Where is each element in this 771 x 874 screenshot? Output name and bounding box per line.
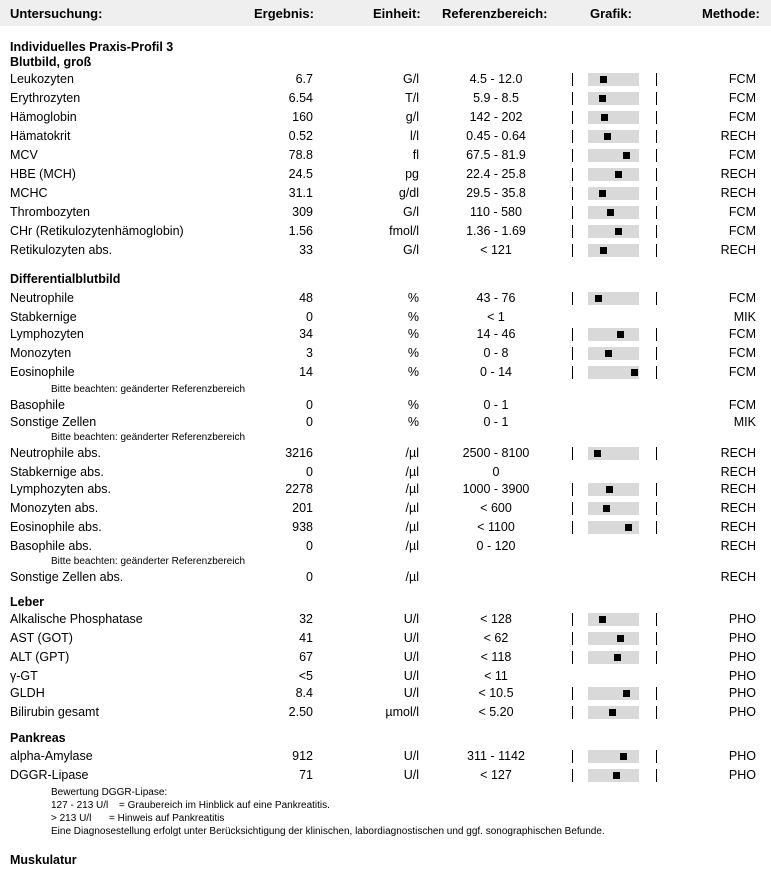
graph-left-bound [572, 706, 573, 719]
graph-left-bound [572, 111, 573, 124]
graph-left-bound [572, 92, 573, 105]
row-name: Eosinophile [10, 365, 75, 379]
graph-value-marker [595, 295, 602, 302]
row-value: <5 [298, 669, 313, 683]
graph-value-marker [615, 171, 622, 178]
row-unit: fmol/l [389, 224, 419, 238]
row-method: PHO [728, 686, 756, 700]
graph-range-bar [588, 225, 639, 238]
row-method: RECH [720, 520, 756, 534]
graph-right-bound [656, 502, 657, 515]
graph-value-marker [604, 133, 611, 140]
row-value: 309 [292, 205, 313, 219]
lipase-note-range2: > 213 U/l [51, 813, 92, 824]
graph-right-bound [656, 225, 657, 238]
lipase-note-text1: = Graubereich im Hinblick auf eine Pankreatitis. [119, 800, 330, 811]
row-reference: 4.5 - 12.0 [469, 72, 523, 86]
row-unit: /µl [405, 465, 419, 479]
row-unit: /µl [405, 482, 419, 496]
graph-value-marker [615, 228, 622, 235]
section-leber: Leber [10, 595, 45, 609]
row-method: RECH [720, 243, 756, 257]
graph-right-bound [656, 613, 657, 626]
graph-value-marker [631, 369, 638, 376]
graph-range-bar [588, 206, 639, 219]
graph-range-bar [588, 111, 639, 124]
graph-value-marker [625, 524, 632, 531]
row-value: 938 [292, 520, 313, 534]
row-reference: 110 - 580 [470, 205, 522, 219]
row-reference: 14 - 46 [476, 327, 516, 341]
row-name: Stabkernige abs. [10, 465, 104, 479]
row-reference: 142 - 202 [469, 110, 523, 124]
graph-left-bound [572, 366, 573, 379]
row-name: Stabkernige [10, 310, 77, 324]
row-reference: < 118 [480, 650, 512, 664]
row-reference: 0 [492, 465, 500, 479]
graph-range-bar [588, 92, 639, 105]
graph-range-bar [588, 632, 639, 645]
section-differentialblutbild: Differentialblutbild [10, 272, 121, 286]
col-einheit: Einheit: [373, 6, 421, 21]
row-name: Hämatokrit [10, 129, 71, 143]
section-pankreas: Pankreas [10, 731, 66, 745]
graph-range-bar [588, 750, 639, 763]
row-name: AST (GOT) [10, 631, 73, 645]
row-name: Hämoglobin [10, 110, 77, 124]
lipase-note-range1: 127 - 213 U/l [51, 800, 109, 811]
graph-value-marker [603, 505, 610, 512]
row-unit: l/l [409, 129, 419, 143]
row-value: 3216 [285, 446, 313, 460]
row-reference: 22.4 - 25.8 [466, 167, 526, 181]
row-method: FCM [728, 148, 756, 162]
row-name: Retikulozyten abs. [10, 243, 113, 257]
graph-value-marker [617, 331, 624, 338]
section-blutbild: Blutbild, groß [10, 55, 92, 69]
row-name: Lymphozyten [10, 327, 84, 341]
graph-right-bound [656, 447, 657, 460]
row-name: Monozyten [10, 346, 72, 360]
graph-value-marker [607, 209, 614, 216]
row-method: RECH [720, 129, 756, 143]
col-referenzbereich: Referenzbereich: [442, 6, 548, 21]
graph-right-bound [656, 483, 657, 496]
row-method: FCM [728, 205, 756, 219]
row-method: MIK [733, 310, 756, 324]
row-value: 71 [299, 768, 313, 782]
lipase-note-text2: = Hinweis auf Pankreatitis [109, 813, 225, 824]
graph-range-bar [588, 706, 639, 719]
row-unit: µmol/l [385, 705, 419, 719]
row-reference: 1000 - 3900 [462, 482, 530, 496]
row-method: PHO [728, 612, 756, 626]
graph-left-bound [572, 502, 573, 515]
note-ref-changed: Bitte beachten: geänderter Referenzbereich [51, 556, 246, 567]
row-method: RECH [720, 482, 756, 496]
row-method: FCM [728, 224, 756, 238]
row-unit: g/dl [398, 186, 419, 200]
row-name: Eosinophile abs. [10, 520, 102, 534]
row-method: RECH [720, 465, 756, 479]
row-method: PHO [728, 705, 756, 719]
row-reference: < 1 [487, 310, 505, 324]
row-name: Thrombozyten [10, 205, 90, 219]
row-method: FCM [728, 110, 756, 124]
graph-right-bound [656, 111, 657, 124]
row-value: 160 [292, 110, 313, 124]
row-unit: % [407, 415, 419, 429]
graph-range-bar [588, 244, 639, 257]
graph-left-bound [572, 651, 573, 664]
row-method: RECH [720, 539, 756, 553]
row-unit: % [407, 398, 419, 412]
graph-right-bound [656, 92, 657, 105]
row-reference: < 127 [480, 768, 512, 782]
row-name: GLDH [10, 686, 45, 700]
row-value: 0 [306, 398, 313, 412]
graph-range-bar [588, 292, 639, 305]
graph-value-marker [606, 486, 613, 493]
row-name: Sonstige Zellen [10, 415, 97, 429]
col-ergebnis: Ergebnis: [254, 6, 314, 21]
row-unit: T/l [405, 91, 419, 105]
row-reference: < 10.5 [478, 686, 514, 700]
graph-left-bound [572, 149, 573, 162]
graph-range-bar [588, 521, 639, 534]
col-untersuchung: Untersuchung: [10, 6, 103, 21]
row-reference: 311 - 1142 [467, 749, 525, 763]
graph-right-bound [656, 687, 657, 700]
graph-range-bar [588, 651, 639, 664]
row-unit: G/l [403, 72, 419, 86]
row-reference: < 128 [480, 612, 512, 626]
graph-left-bound [572, 187, 573, 200]
row-value: 48 [299, 291, 313, 305]
graph-range-bar [588, 769, 639, 782]
row-value: 33 [299, 243, 313, 257]
note-ref-changed: Bitte beachten: geänderter Referenzbereich [51, 384, 246, 395]
graph-value-marker [613, 772, 620, 779]
row-reference: 67.5 - 81.9 [466, 148, 526, 162]
graph-range-bar [588, 613, 639, 626]
row-reference: 5.9 - 8.5 [473, 91, 519, 105]
graph-left-bound [572, 225, 573, 238]
row-value: 34 [299, 327, 313, 341]
row-reference: 1.36 - 1.69 [466, 224, 526, 238]
row-value: 31.1 [288, 186, 313, 200]
graph-right-bound [656, 187, 657, 200]
graph-right-bound [656, 651, 657, 664]
graph-value-marker [614, 654, 621, 661]
graph-left-bound [572, 292, 573, 305]
row-value: 2.50 [288, 705, 313, 719]
graph-left-bound [572, 769, 573, 782]
row-reference: < 5.20 [478, 705, 514, 719]
row-name: Neutrophile [10, 291, 74, 305]
graph-right-bound [656, 769, 657, 782]
row-value: 0 [306, 465, 313, 479]
graph-range-bar [588, 149, 639, 162]
graph-left-bound [572, 687, 573, 700]
graph-left-bound [572, 447, 573, 460]
row-unit: G/l [403, 243, 419, 257]
graph-right-bound [656, 149, 657, 162]
row-unit: U/l [403, 612, 419, 626]
graph-right-bound [656, 328, 657, 341]
row-unit: U/l [403, 749, 419, 763]
graph-value-marker [599, 616, 606, 623]
row-value: 8.4 [295, 686, 313, 700]
row-name: HBE (MCH) [10, 167, 76, 181]
row-unit: /µl [405, 539, 419, 553]
graph-right-bound [656, 206, 657, 219]
row-unit: % [407, 346, 419, 360]
row-method: FCM [728, 327, 756, 341]
graph-range-bar [588, 328, 639, 341]
row-unit: % [407, 310, 419, 324]
row-name: MCHC [10, 186, 48, 200]
graph-left-bound [572, 347, 573, 360]
graph-left-bound [572, 244, 573, 257]
graph-value-marker [594, 450, 601, 457]
row-method: MIK [733, 415, 756, 429]
row-reference: < 600 [480, 501, 512, 515]
row-name: MCV [10, 148, 38, 162]
row-reference: 2500 - 8100 [462, 446, 530, 460]
graph-value-marker [617, 635, 624, 642]
row-reference: < 121 [480, 243, 512, 257]
graph-value-marker [605, 350, 612, 357]
graph-value-marker [600, 76, 607, 83]
graph-value-marker [599, 95, 606, 102]
row-unit: /µl [405, 520, 419, 534]
row-name: γ-GT [10, 669, 38, 683]
graph-range-bar [588, 687, 639, 700]
row-method: RECH [720, 446, 756, 460]
row-value: 0 [306, 570, 313, 584]
row-value: 0 [306, 539, 313, 553]
row-reference: 0 - 8 [483, 346, 509, 360]
row-name: Sonstige Zellen abs. [10, 570, 124, 584]
graph-left-bound [572, 483, 573, 496]
row-unit: G/l [403, 205, 419, 219]
row-value: 0.52 [288, 129, 313, 143]
row-unit: U/l [403, 650, 419, 664]
row-value: 6.7 [295, 72, 313, 86]
row-name: Basophile abs. [10, 539, 93, 553]
graph-range-bar [588, 447, 639, 460]
row-method: RECH [720, 501, 756, 515]
graph-range-bar [588, 168, 639, 181]
row-method: PHO [728, 669, 756, 683]
lipase-note-diagnosis: Eine Diagnosestellung erfolgt unter Berücksichtigung der klinischen, labordiagnostischen und ggf. sonographischen Befunde. [51, 826, 605, 837]
graph-right-bound [656, 244, 657, 257]
graph-value-marker [623, 152, 630, 159]
graph-right-bound [656, 73, 657, 86]
row-value: 6.54 [288, 91, 313, 105]
row-unit: U/l [403, 768, 419, 782]
graph-left-bound [572, 632, 573, 645]
graph-left-bound [572, 206, 573, 219]
table-header [0, 0, 771, 26]
graph-left-bound [572, 73, 573, 86]
row-reference: 0 - 14 [480, 365, 512, 379]
row-name: Monozyten abs. [10, 501, 99, 515]
col-methode: Methode: [702, 6, 760, 21]
row-reference: 0 - 1 [483, 398, 509, 412]
graph-right-bound [656, 366, 657, 379]
row-reference: < 1100 [477, 520, 515, 534]
row-value: 0 [306, 415, 313, 429]
graph-range-bar [588, 502, 639, 515]
graph-right-bound [656, 168, 657, 181]
graph-value-marker [623, 690, 630, 697]
row-method: RECH [720, 186, 756, 200]
row-name: Erythrozyten [10, 91, 81, 105]
row-value: 2278 [285, 482, 313, 496]
row-name: DGGR-Lipase [10, 768, 89, 782]
lipase-note-title: Bewertung DGGR-Lipase: [51, 787, 168, 798]
graph-left-bound [572, 521, 573, 534]
row-unit: % [407, 365, 419, 379]
graph-value-marker [600, 247, 607, 254]
row-unit: g/l [405, 110, 419, 124]
graph-right-bound [656, 521, 657, 534]
col-grafik: Grafik: [590, 6, 632, 21]
graph-right-bound [656, 130, 657, 143]
graph-left-bound [572, 613, 573, 626]
row-value: 24.5 [288, 167, 313, 181]
graph-left-bound [572, 168, 573, 181]
row-value: 41 [299, 631, 313, 645]
row-reference: < 11 [484, 669, 508, 683]
row-method: FCM [728, 346, 756, 360]
graph-range-bar [588, 73, 639, 86]
row-value: 14 [299, 365, 313, 379]
row-method: FCM [728, 72, 756, 86]
row-method: PHO [728, 768, 756, 782]
graph-range-bar [588, 187, 639, 200]
row-value: 201 [292, 501, 313, 515]
row-reference: 0 - 120 [476, 539, 516, 553]
graph-right-bound [656, 632, 657, 645]
row-method: RECH [720, 167, 756, 181]
row-method: PHO [728, 650, 756, 664]
row-value: 32 [299, 612, 313, 626]
profile-title: Individuelles Praxis-Profil 3 [10, 40, 174, 54]
row-method: PHO [728, 749, 756, 763]
row-value: 0 [306, 310, 313, 324]
row-name: CHr (Retikulozytenhämoglobin) [10, 224, 184, 238]
row-name: Bilirubin gesamt [10, 705, 99, 719]
row-name: Neutrophile abs. [10, 446, 102, 460]
row-reference: 29.5 - 35.8 [466, 186, 526, 200]
row-value: 912 [292, 749, 313, 763]
graph-right-bound [656, 706, 657, 719]
row-name: Leukozyten [10, 72, 74, 86]
row-value: 67 [299, 650, 313, 664]
row-unit: % [407, 291, 419, 305]
row-unit: /µl [405, 446, 419, 460]
row-unit: /µl [405, 570, 419, 584]
graph-range-bar [588, 347, 639, 360]
row-unit: U/l [403, 669, 419, 683]
graph-range-bar [588, 130, 639, 143]
row-method: FCM [728, 291, 756, 305]
row-name: Basophile [10, 398, 65, 412]
graph-right-bound [656, 292, 657, 305]
row-name: alpha-Amylase [10, 749, 93, 763]
graph-range-bar [588, 483, 639, 496]
row-name: ALT (GPT) [10, 650, 70, 664]
row-reference: 0.45 - 0.64 [466, 129, 526, 143]
row-unit: pg [405, 167, 419, 181]
row-unit: U/l [403, 631, 419, 645]
section-muskulatur: Muskulatur [10, 853, 77, 867]
graph-value-marker [601, 114, 608, 121]
graph-left-bound [572, 130, 573, 143]
row-name: Alkalische Phosphatase [10, 612, 143, 626]
row-method: FCM [728, 365, 756, 379]
row-value: 3 [306, 346, 313, 360]
graph-range-bar [588, 366, 639, 379]
graph-value-marker [609, 709, 616, 716]
row-value: 78.8 [288, 148, 313, 162]
graph-left-bound [572, 328, 573, 341]
graph-value-marker [599, 190, 606, 197]
row-method: PHO [728, 631, 756, 645]
graph-left-bound [572, 750, 573, 763]
row-unit: fl [412, 148, 419, 162]
graph-right-bound [656, 347, 657, 360]
row-reference: < 62 [483, 631, 509, 645]
row-method: RECH [720, 570, 756, 584]
graph-right-bound [656, 750, 657, 763]
graph-value-marker [620, 753, 627, 760]
row-reference: 0 - 1 [483, 415, 509, 429]
row-unit: U/l [403, 686, 419, 700]
row-name: Lymphozyten abs. [10, 482, 111, 496]
row-reference: 43 - 76 [476, 291, 516, 305]
row-method: FCM [728, 398, 756, 412]
row-method: FCM [728, 91, 756, 105]
note-ref-changed: Bitte beachten: geänderter Referenzbereich [51, 432, 246, 443]
row-value: 1.56 [288, 224, 313, 238]
row-unit: % [407, 327, 419, 341]
row-unit: /µl [405, 501, 419, 515]
